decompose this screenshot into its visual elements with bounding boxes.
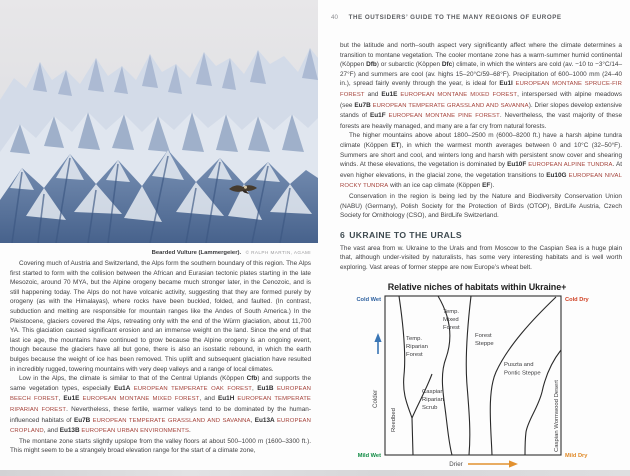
page-number: 40 <box>331 14 338 21</box>
label-puszta-pontic-steppe: Puszta and Pontic Steppe <box>504 362 541 377</box>
caption-title: Bearded Vulture (Lammergeier). <box>151 250 242 256</box>
corner-cold-dry: Cold Dry <box>565 297 589 304</box>
chart-title: Relative niches of habitats within Ukraine+ <box>387 282 567 293</box>
up-arrow-icon <box>374 333 381 342</box>
corner-mild-wet: Mild Wet <box>357 453 381 460</box>
section-heading <box>340 230 622 240</box>
paragraph: The vast area from w. Ukraine to the Urals and from Moscow to the Caspian Sea is a huge plain that, although under-visited by naturalists, has some very interesting habitats and is well worth exploring. Vast areas of former steppe are now Europe’s wheat belt. <box>340 244 622 271</box>
paragraph: but the latitude and north–south aspect very significantly affect where the climate determines a transition to montane vegetation. The cooler montane zone has a warm-summer humid continental (Köppen Dfb) or subarctic (Köppen Dfc) climate, in which the winters are cold (av. −10 to −3°C/14–27°F) and summers are cool (av. highs 15–20°C/59–68°F). Precipitation of 600–1000 mm (24–40 in.), spread fairly evenly through the year, is ideal for Eu1I EUROPEAN MONTANE SPRUCE-FIR FOREST and Eu1E EUROPEAN MONTANE MIXED FOREST, interspersed with alpine meadows (see Eu7B EUROPEAN TEMPERATE GRASSLAND AND SAVANNA). Drier slopes develop extensive stands of Eu1F EUROPEAN MONTANE PINE FOREST. Nevertheless, the vast majority of these forests are heavily managed, and many are a far cry from natural forests. <box>340 42 623 130</box>
colder-axis-label: Colder <box>372 390 379 409</box>
alps-photo <box>0 0 318 243</box>
right-page-body <box>340 41 622 475</box>
corner-mild-dry: Mild Dry <box>565 453 588 460</box>
paragraph: Low in the Alps, the climate is similar to that of the Central Uplands (Köppen Cfb) and supports the same vegetation types, especially Eu1A EUROPEAN TEMPERATE OAK FOREST, Eu1B EUROPEAN BEECH FOREST, Eu1E EUROPEAN MONTANE MIXED FOREST, and Eu1H EUROPEAN TEMPERATE RIPARIAN FOREST. Nevertheless, these fertile, warmer valleys tend to be dominated by the human-influenced habitats of Eu7B EUROPEAN TEMPERATE GRASSLAND AND SAVANNA, Eu13A EUROPEAN CROPLAND, and Eu13B EUROPEAN URBAN ENVIRONMENTS. <box>10 375 311 435</box>
right-arrow-icon <box>509 461 518 468</box>
label-caspian-riparian-scrub: Caspian Riparian Scrub <box>422 389 444 412</box>
corner-cold-wet: Cold Wet <box>356 297 381 304</box>
paragraph: The montane zone starts slightly upslope from the valley floors at about 500–1000 m (1600–3300 ft.). This might seem to be a strangely broad elevation range for the start of a climate zone, <box>10 437 311 455</box>
paragraph: Covering much of Austria and Switzerland, the Alps form the southern boundary of this region. The Alps first started to form with the collision between the African and Eurasian tectonic plates starting in the late Mesozoic, around 70 MYA, but the Alpine orogeny became much stronger later, in the Cenozoic, and is still happening today. The Alps do not have volcanic activity, suggesting that they are formed purely by orogeny (as with the Himalayas), where rocks have been buckled, folded, and faulted. (In contrast, subduction and melting are responsible for mountain ranges like the Andes of South America.) In the Pleistocene, glaciers covered the Alps, retreating only with the end of the Würm glaciation, about 11,700 YA. This glaciation caused significant erosion and an immense weight on the land. Since the end of that last ice age, the mountains have continued to grow because the Alpine orogeny is an ongoing event, though because the glaciers have all but gone, there is also an isostatic rebound, in which the earth bulges because the weight of ice has been removed. This uplift and subsequent glaciation have resulted in incredibly rugged, towering mountains with very deep valleys and a range of local climates. <box>10 260 311 373</box>
photo-caption <box>10 246 311 257</box>
label-caspian-wormwood-desert: Caspian Wormwood Desert <box>554 380 560 453</box>
paragraph: Conservation in the region is being led by the Nature and Biodiversity Conservation Union (NABU) (Germany), Polish Society for the Protection of Birds (OTOP), BirdLife Austria, Czech Society for Ornithology (CSO), and BirdLife Switzerland. <box>340 192 622 220</box>
niche-chart-svg <box>340 280 623 475</box>
left-page-body <box>10 259 311 456</box>
region-labels <box>391 309 560 452</box>
colder-axis <box>372 333 382 408</box>
mountain-photo-svg <box>0 0 318 243</box>
niche-diagram <box>340 280 623 475</box>
label-reedbed: Reedbed <box>391 408 397 433</box>
page-bottom-edge <box>0 470 630 476</box>
drier-axis <box>449 461 518 469</box>
right-page <box>331 0 623 476</box>
section-number: 6 <box>340 229 346 240</box>
label-forest-steppe: Forest Steppe <box>475 333 494 348</box>
drier-axis-label: Drier <box>449 461 463 469</box>
running-header <box>331 14 623 21</box>
paragraph: The higher mountains above about 1800–2500 m (6000–8200 ft.) have a harsh alpine tundra climate (Köppen ET), in which the warmest month averages between 0 and 10°C (32–50°F). Summers are short and cool, and winters long and harsh with persistent snow cover and shearing winds. At these elevations, the vegetation is dominated by Eu10F EUROPEAN ALPINE TUNDRA. At even higher elevations, in the glacial zone, the vegetation transitions to Eu10G EUROPEAN NIVAL ROCKY TUNDRA with an ice cap climate (Köppen EF). <box>340 132 622 190</box>
label-temp-riparian-forest: Temp. Riparian Forest <box>406 336 428 359</box>
caption-credit: © RALPH MARTIN, AGAMI <box>245 250 311 255</box>
label-temp-mixed-forest: Temp. Mixed Forest <box>443 309 460 332</box>
running-title: THE OUTSIDERS’ GUIDE TO THE MANY REGIONS OF EUROPE <box>348 14 562 21</box>
section-title: UKRAINE TO THE URALS <box>349 229 463 240</box>
